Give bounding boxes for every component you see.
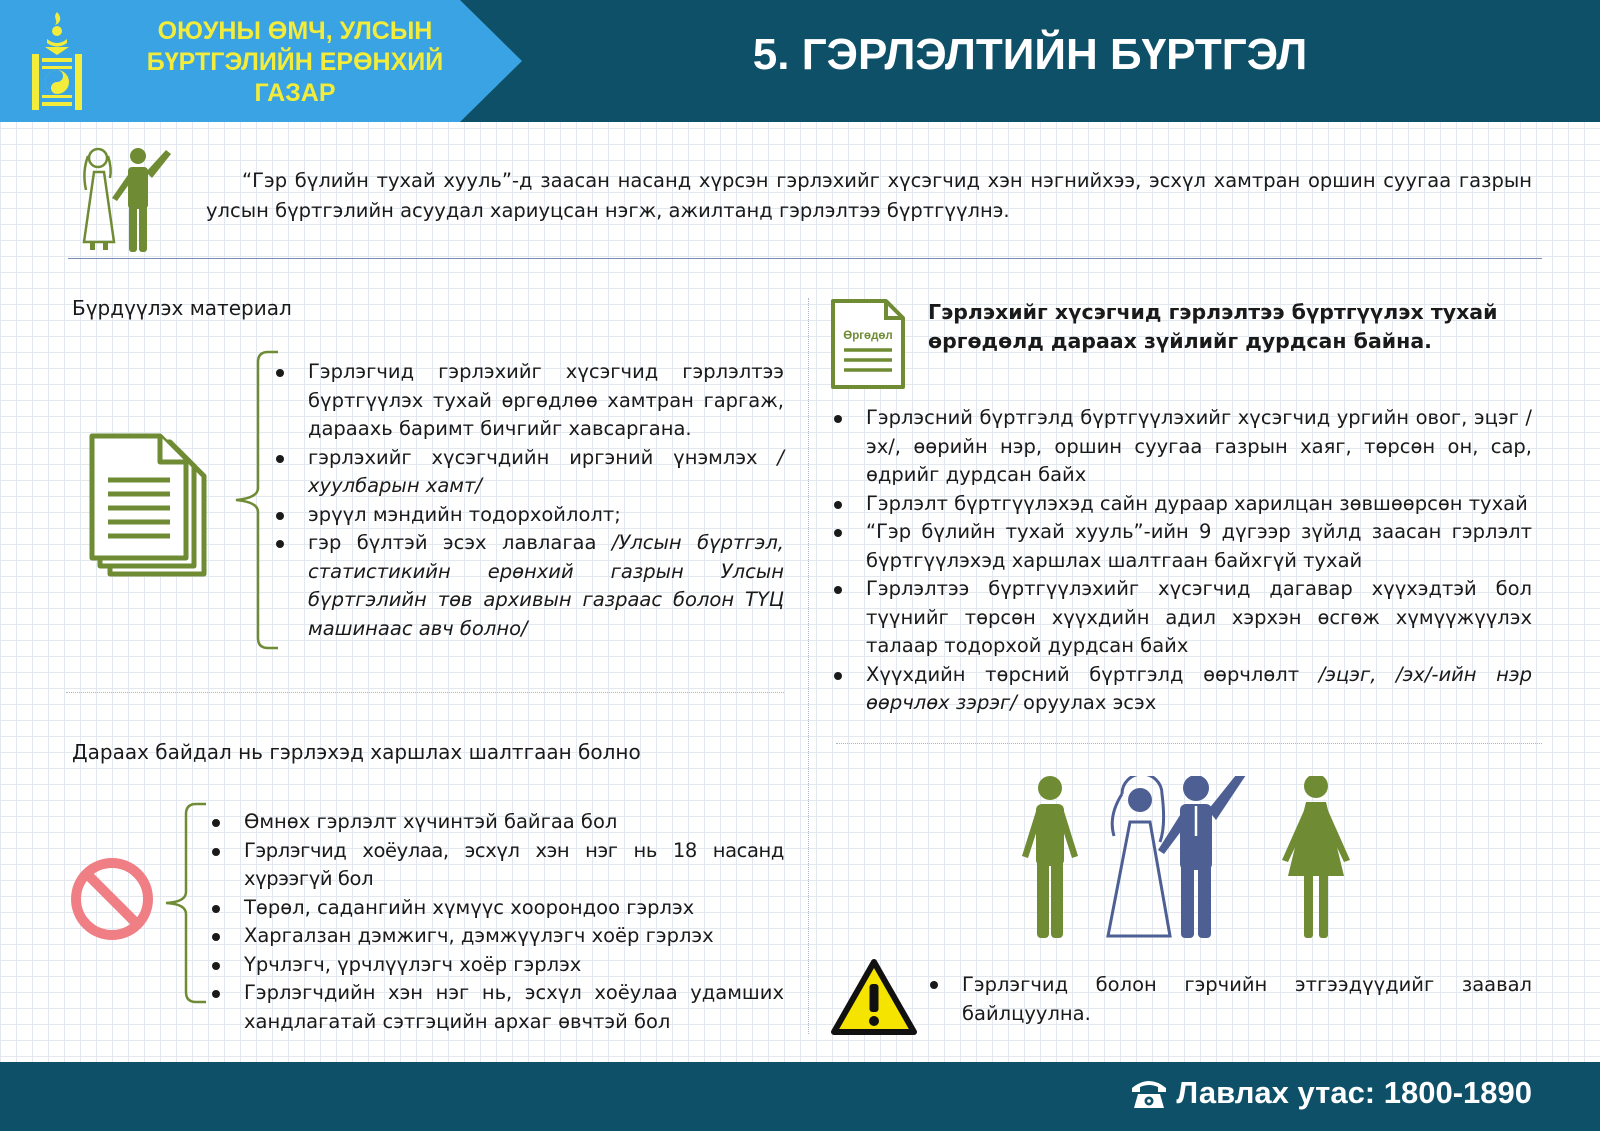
- bride-groom-icon: [72, 142, 178, 254]
- list-item: Төрөл, садангийн хүмүүс хоорондоо гэрлэх: [208, 894, 784, 923]
- hotline: [1130, 1075, 1532, 1111]
- column-divider: [808, 298, 809, 1034]
- section-divider: [66, 692, 784, 693]
- materials-heading: Бүрдүүлэх материал: [72, 296, 292, 320]
- people-illustration-icon: [1010, 776, 1366, 940]
- list-item: гэр бүлтэй эсэх лавлагаа /Улсын бүртгэл, статистикийн ерөнхий газрын Улсын бүртгэлийн төв архивын газраас болон ТҮЦ машинаас авч болно/: [272, 529, 784, 643]
- list-item: Гэрлэлт бүртгүүлэхэд сайн дураар харилцан зөвшөөрсөн тухай: [830, 490, 1532, 519]
- warning-text: Гэрлэгчид болон гэрчийн этгээдүүдийг заавал байлцуулна.: [926, 970, 1532, 1028]
- obstacles-heading: Дараах байдал нь гэрлэхэд харшлах шалтгаан болно: [72, 740, 641, 764]
- divider-line: [68, 258, 1542, 259]
- list-item: Гэрлэгчдийн хэн нэг нь, эсхүл хоёулаа удамших хандлагатай сэтгэцийн архаг өвчтэй бол: [208, 979, 784, 1036]
- materials-list: [272, 358, 784, 643]
- list-item: Гэрлэгчид хоёулаа, эсхүл хэн нэг нь 18 насанд хүрээгүй бол: [208, 837, 784, 894]
- section-divider: [836, 743, 1542, 744]
- application-heading: Гэрлэхийг хүсэгчид гэрлэлтээ бүртгүүлэх тухай өргөдөлд дараах зүйлийг дурдсан байна.: [928, 300, 1498, 353]
- list-item: Харгалзан дэмжигч, дэмжүүлэгч хоёр гэрлэх: [208, 922, 784, 951]
- list-item: Өмнөх гэрлэлт хүчинтэй байгаа бол: [208, 808, 784, 837]
- documents-icon: [88, 432, 212, 582]
- hotline-label: Лавлах утас: 1800-1890: [1176, 1075, 1532, 1110]
- list-item: гэрлэхийг хүсэгчдийн иргэний үнэмлэх /хуулбарын хамт/: [272, 444, 784, 501]
- list-item: Үрчлэгч, үрчлүүлэгч хоёр гэрлэх: [208, 951, 784, 980]
- obstacles-brace: [164, 802, 208, 1004]
- phone-icon: [1130, 1076, 1168, 1110]
- intro-paragraph: “Гэр бүлийн тухай хууль”-д заасан насанд хүрсэн гэрлэхийг хүсэгчид хэн нэгнийхээ, эсхүл хамтран оршин суугаа газрын улсын бүртгэлийн асуудал хариуцсан нэгж, ажилтанд гэрлэлтээ бүртгүүлнэ.: [206, 169, 1532, 222]
- list-item: Хүүхдийн төрсний бүртгэлд өөрчлөлт /эцэг, /эх/-ийн нэр өөрчлөх зэрэг/ оруулах эсэх: [830, 661, 1532, 718]
- form-icon-label: Өргөдөл: [843, 330, 893, 342]
- application-form-icon: [830, 298, 906, 390]
- footer-bar: [0, 1062, 1600, 1131]
- prohibited-icon: [68, 855, 156, 943]
- warning-list: [926, 970, 1532, 1028]
- list-item: Гэрлэлтээ бүртгүүлэхийг хүсэгчид дагавар хүүхэдтэй бол түүнийг төрсөн хүүхдийн адил хэрхэн өсгөж хүмүүжүүлэх талаар тодорхой дурдсан байх: [830, 575, 1532, 661]
- list-item: Гэрлэсний бүртгэлд бүртгүүлэхийг хүсэгчид ургийн овог, эцэг /эх/, өөрийн нэр, оршин суугаа газрын хаяг, төрсөн он, сар, өдрийг дурдсан байх: [830, 404, 1532, 490]
- list-item: Гэрлэгчид гэрлэхийг хүсэгчид гэрлэлтээ бүртгүүлэх тухай өргөдлөө хамтран гаргаж, дараахь баримт бичгийг хавсаргана.: [272, 358, 784, 444]
- warning-icon: [830, 958, 918, 1036]
- list-item: “Гэр бүлийн тухай хууль”-ийн 9 дүгээр зүйлд заасан гэрлэлт бүртгүүлэхэд харшлах шалтгаан байхгүй тухай: [830, 518, 1532, 575]
- obstacles-list: [208, 808, 784, 1036]
- page-title: 5. ГЭРЛЭЛТИЙН БҮРТГЭЛ: [752, 30, 1308, 79]
- list-item: эрүүл мэндийн тодорхойлолт;: [272, 501, 784, 530]
- application-list: [830, 404, 1532, 718]
- soyombo-emblem-icon: [28, 10, 86, 114]
- organization-name: ОЮУНЫ ӨМЧ, УЛСЫН БҮРТГЭЛИЙН ЕРӨНХИЙ ГАЗАР: [146, 17, 444, 107]
